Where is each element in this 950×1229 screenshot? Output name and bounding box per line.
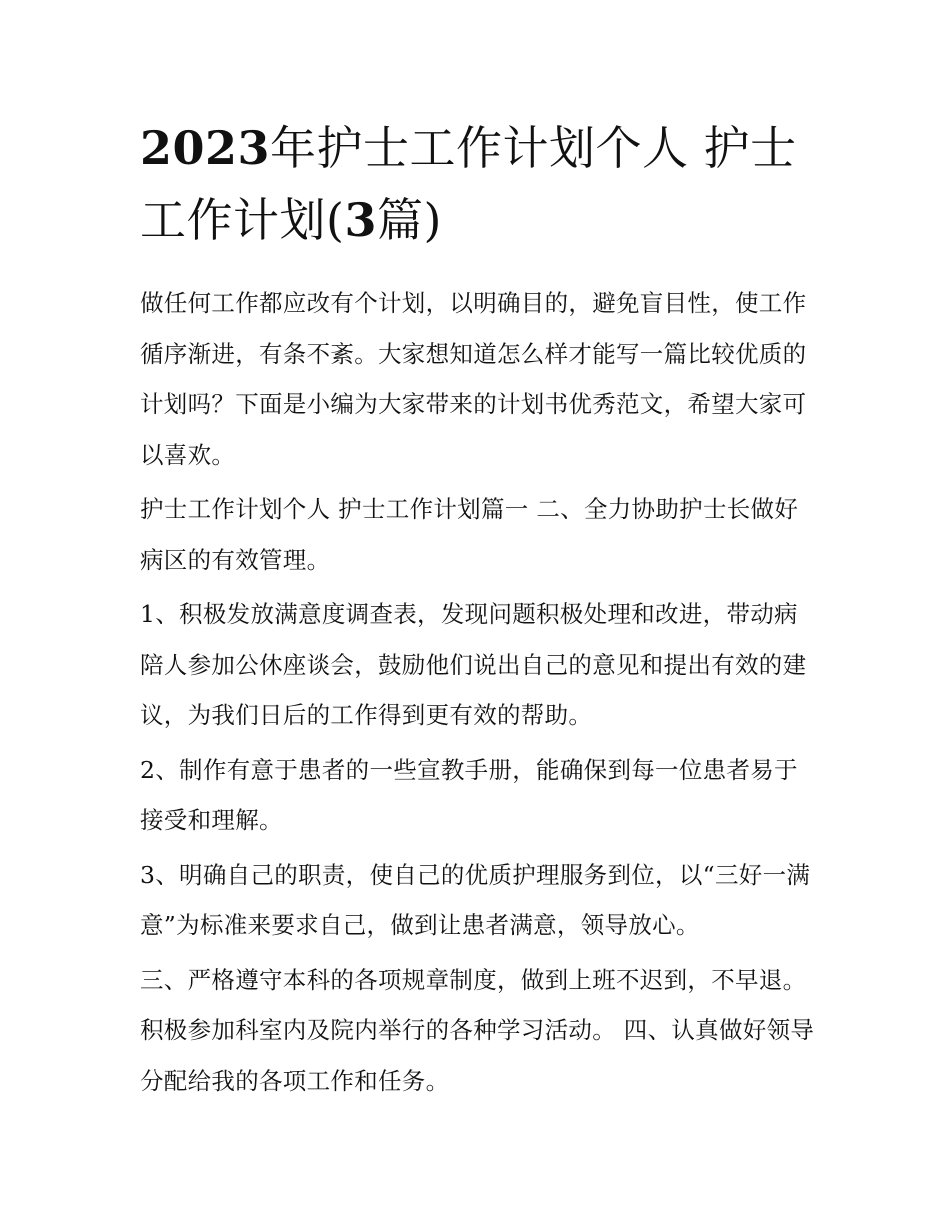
paragraph-item-3: 3、明确自己的职责，使自己的优质护理服务到位，以“三好一满意”为标准来要求自己，做到让患者满意，领导放心。 xyxy=(140,860,811,939)
paragraph-section-heading: 护士工作计划个人 护士工作计划篇一 二、全力协助护士长做好病区的有效管理。 xyxy=(140,495,799,574)
document-title xyxy=(140,112,820,256)
document-page xyxy=(140,112,820,1110)
title-suffix: 篇) xyxy=(376,193,442,247)
paragraph-item-2: 2、制作有意于患者的一些宣教手册，能确保到每一位患者易于接受和理解。 xyxy=(140,755,798,834)
document-body xyxy=(140,278,820,1106)
paragraph-section-3-4: 三、严格遵守本科的各项规章制度，做到上班不迟到，不早退。积极参加科室内及院内举行的各种学习活动。 四、认真做好领导分配给我的各项工作和任务。 xyxy=(140,965,815,1095)
paragraph-intro: 做任何工作都应改有个计划，以明确目的，避免盲目性，使工作循序渐进，有条不紊。大家想知道怎么样才能写一篇比较优质的计划吗？下面是小编为大家带来的计划书优秀范文，希望大家可以喜欢。 xyxy=(140,289,807,469)
paragraph-item-1: 1、积极发放满意度调查表，发现问题积极处理和改进，带动病陪人参加公休座谈会，鼓励他们说出自己的意见和提出有效的建议，为我们日后的工作得到更有效的帮助。 xyxy=(140,600,807,729)
title-text: 年护士工作计划个人 护士工作计划( xyxy=(140,121,797,247)
title-year: 2023 xyxy=(140,121,271,175)
title-count: 3 xyxy=(344,193,377,247)
